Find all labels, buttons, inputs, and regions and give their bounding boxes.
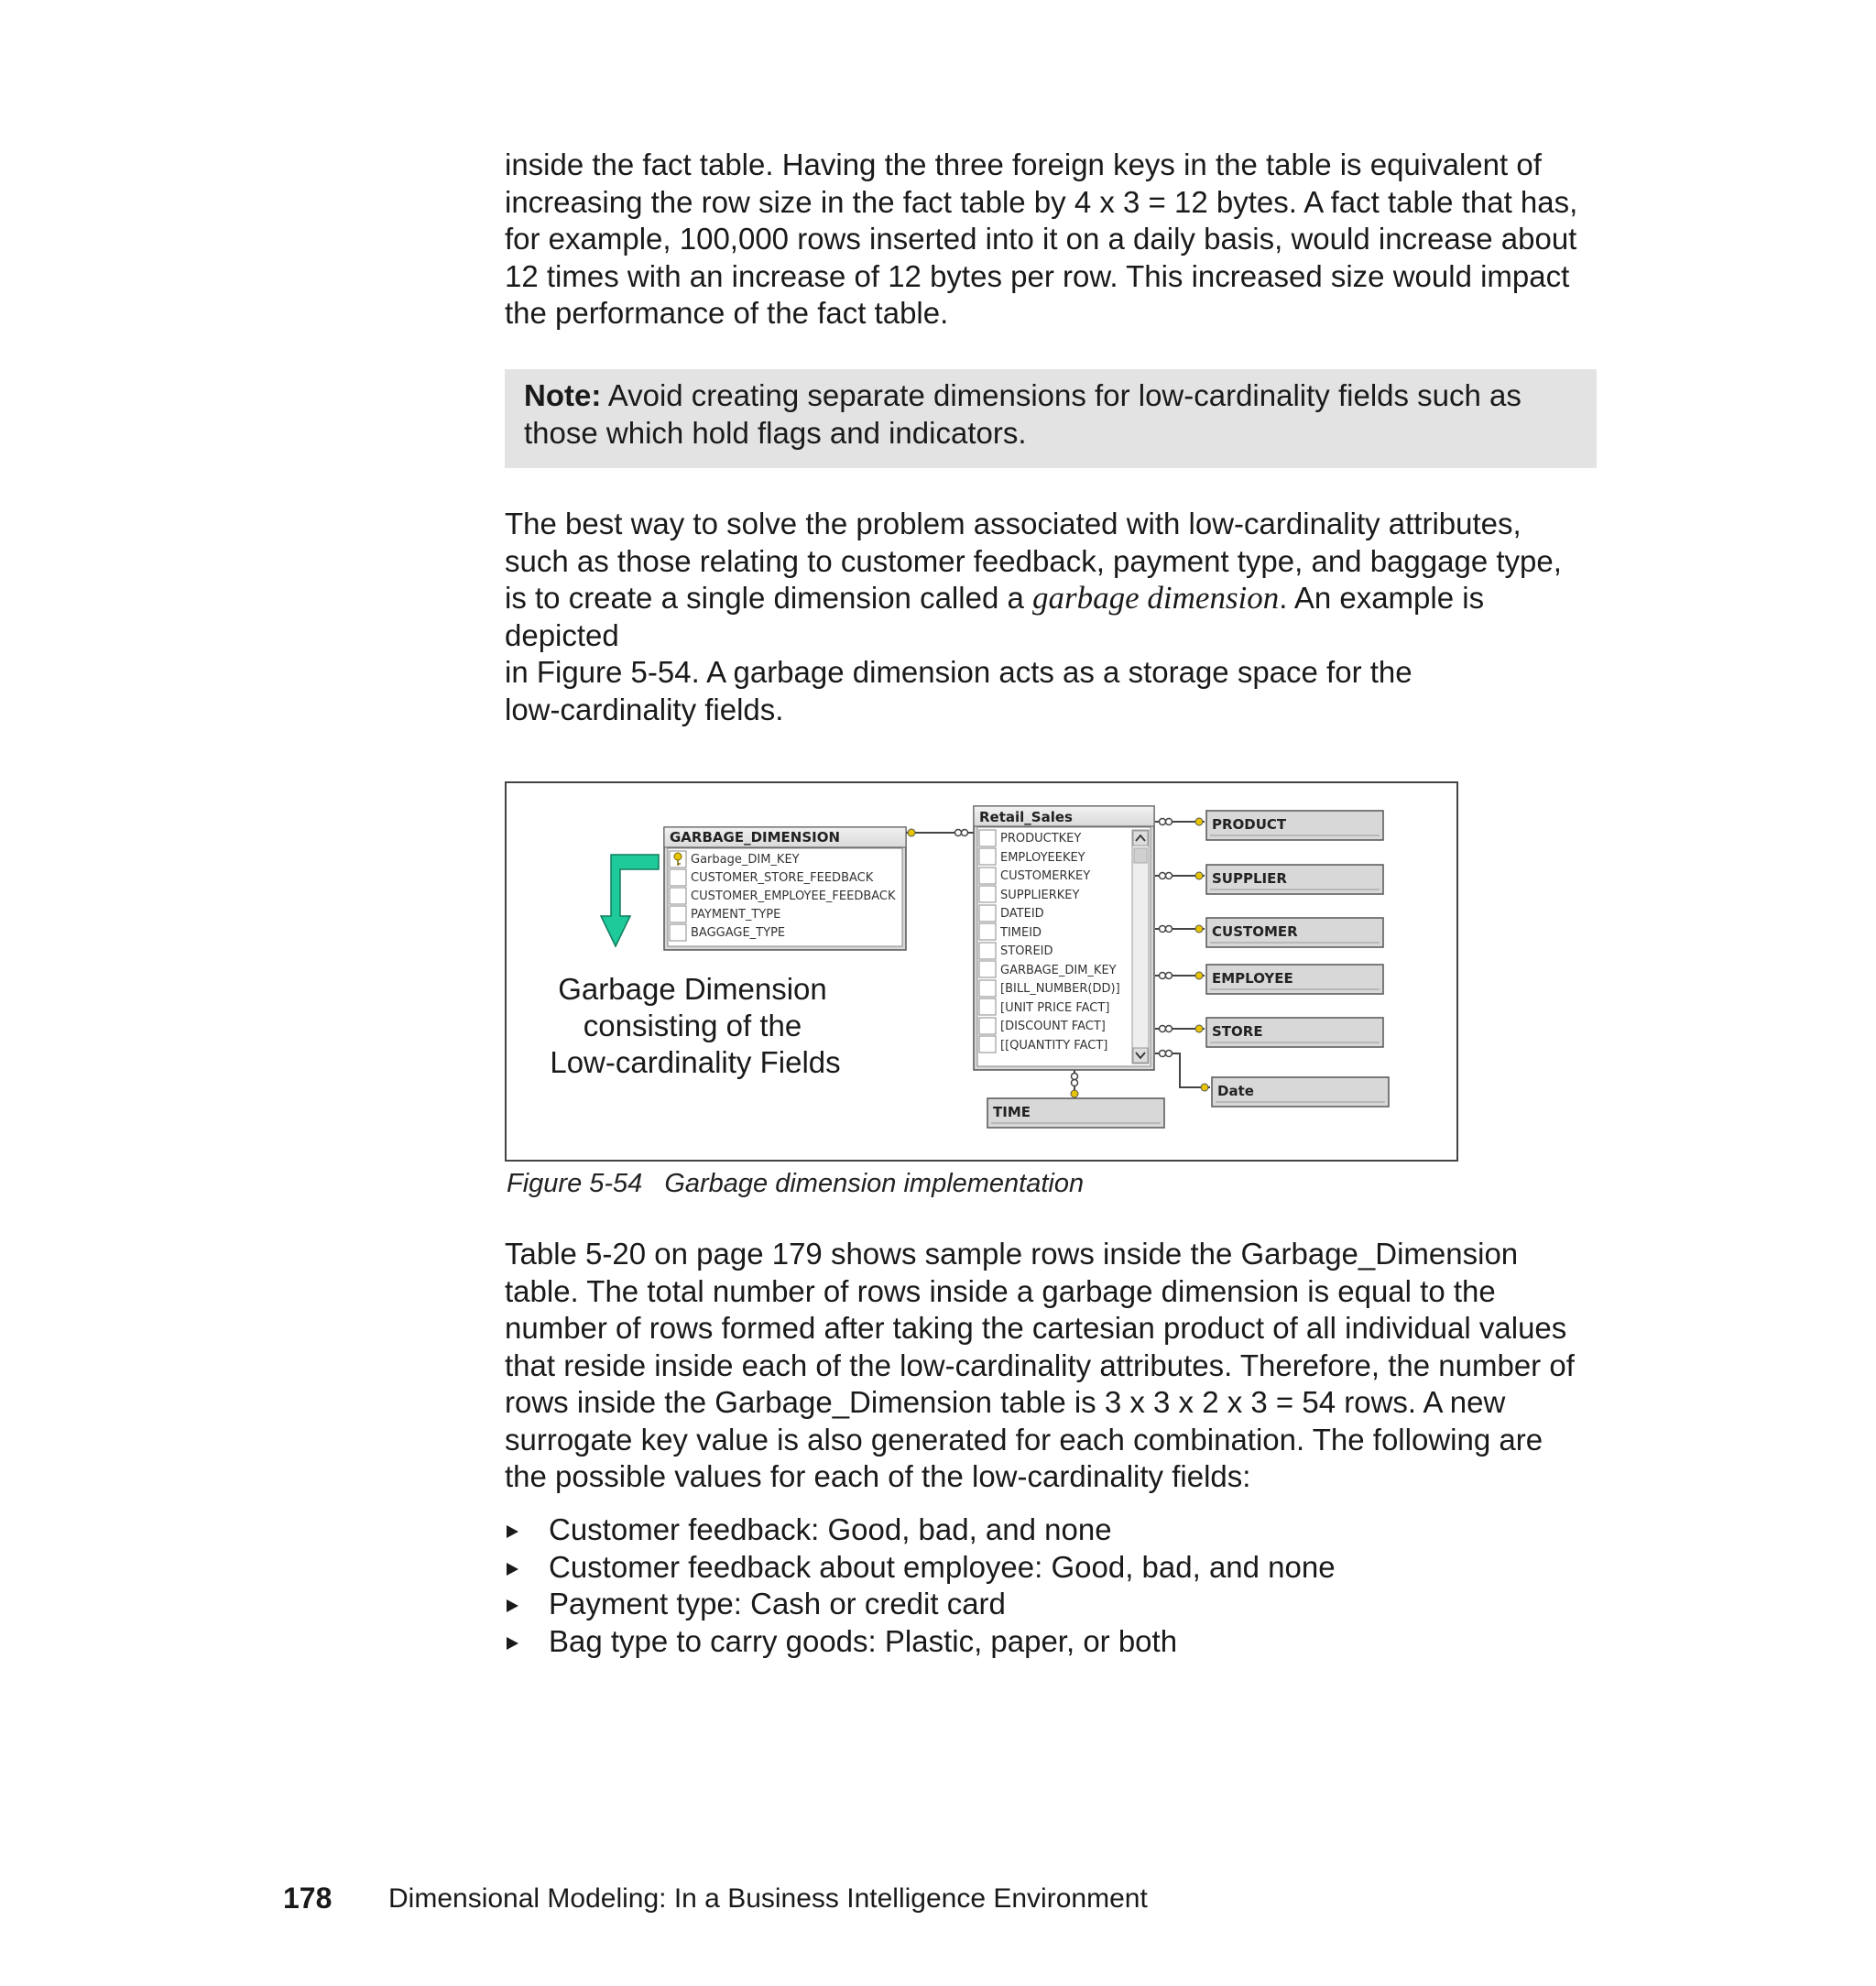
table-title: CUSTOMER	[1212, 923, 1298, 940]
dimension-table-date	[1212, 1077, 1389, 1107]
table-field: Garbage_DIM_KEY	[691, 853, 800, 867]
book-title: Dimensional Modeling: In a Business Intelligence Environment	[388, 1883, 1148, 1914]
table-field: STOREID	[1000, 944, 1053, 958]
figure-label-line: Low-cardinality Fields	[550, 1045, 841, 1079]
many-end-icon	[1166, 973, 1172, 979]
list-item-text: Customer feedback about employee: Good, bad, and none	[549, 1549, 1336, 1584]
text-line: The best way to solve the problem associated with low-cardinality attributes,	[505, 507, 1522, 540]
note-text-line: those which hold flags and indicators.	[524, 415, 1027, 450]
dimension-table-customer	[1206, 918, 1383, 947]
many-end-icon	[1166, 819, 1172, 825]
text-line: rows inside the Garbage_Dimension table is 3 x 3 x 2 x 3 = 54 rows. A new	[505, 1385, 1506, 1419]
schema-diagram	[507, 783, 1460, 1163]
dimension-table-store	[1206, 1018, 1383, 1047]
many-end-icon	[1160, 819, 1166, 825]
garbage-dimension-table	[664, 827, 906, 950]
bullet-triangle-icon	[507, 1525, 518, 1538]
caption-title: Garbage dimension implementation	[664, 1169, 1085, 1198]
table-field: CUSTOMER_EMPLOYEE_FEEDBACK	[691, 889, 896, 903]
many-end-icon	[1160, 1051, 1166, 1057]
down-arrow-icon	[601, 855, 659, 946]
list-item	[505, 1549, 1336, 1587]
figure-label-line: consisting of the	[583, 1009, 802, 1042]
table-title: Date	[1217, 1083, 1254, 1099]
dimension-table-supplier	[1206, 865, 1383, 894]
table-title: SUPPLIER	[1212, 870, 1287, 887]
many-end-icon	[1160, 873, 1166, 879]
list-item-text: Payment type: Cash or credit card	[549, 1587, 1006, 1620]
list-item	[505, 1511, 1336, 1549]
table-field: SUPPLIERKEY	[1000, 889, 1080, 902]
caption-number: Figure 5-54	[507, 1169, 643, 1198]
table-scrollbar[interactable]	[1132, 830, 1149, 1064]
text-line: such as those relating to customer feedback, payment type, and baggage type,	[505, 543, 1562, 578]
table-field: TIMEID	[1000, 926, 1042, 940]
note-text-line: Avoid creating separate dimensions for low-cardinality fields such as	[607, 378, 1522, 412]
table-field: PAYMENT_TYPE	[691, 908, 781, 922]
key-end-icon	[1195, 872, 1203, 879]
key-end-icon	[1195, 925, 1203, 933]
text-line: Table 5-20 on page 179 shows sample rows inside the Garbage_Dimension	[505, 1237, 1519, 1271]
bullet-triangle-icon	[507, 1563, 518, 1576]
text-line: surrogate key value is also generated for each combination. The following are	[505, 1422, 1543, 1457]
text-run: . An example is	[1279, 581, 1485, 615]
text-line: depicted	[505, 617, 619, 652]
text-line: low-cardinality fields.	[505, 692, 784, 726]
text-line: the possible values for each of the low-cardinality fields:	[505, 1459, 1251, 1493]
many-end-icon	[1166, 873, 1172, 879]
key-end-icon	[1195, 818, 1203, 825]
many-end-icon	[1166, 926, 1172, 933]
key-end-icon	[1195, 972, 1203, 979]
table-field: [UNIT PRICE FACT]	[1000, 1001, 1110, 1015]
figure-label-line: Garbage Dimension	[558, 972, 827, 1006]
table-field: [DISCOUNT FACT]	[1000, 1020, 1106, 1033]
emphasized-term: garbage dimension	[1032, 580, 1280, 616]
table-title: TIME	[993, 1104, 1031, 1120]
table-field: EMPLOYEEKEY	[1000, 851, 1085, 865]
dimension-table-product	[1206, 811, 1383, 840]
text-line: table. The total number of rows inside a garbage dimension is equal to the	[505, 1273, 1496, 1308]
table-field: BAGGAGE_TYPE	[691, 926, 786, 940]
bullet-triangle-icon	[507, 1637, 518, 1650]
many-end-icon	[1166, 1026, 1172, 1032]
page-footer	[283, 1882, 1148, 1915]
bullet-triangle-icon	[507, 1599, 518, 1612]
key-end-icon	[1195, 1025, 1203, 1032]
text-line: in Figure 5-54. A garbage dimension acts as a storage space for the	[505, 655, 1412, 689]
table-title: PRODUCT	[1212, 816, 1287, 833]
table-title: Retail_Sales	[979, 809, 1073, 825]
key-end-icon	[1201, 1084, 1208, 1091]
note-box	[505, 369, 1597, 468]
list-item	[505, 1623, 1336, 1661]
scroll-down-icon[interactable]	[1133, 1048, 1148, 1063]
text-line: number of rows formed after taking the cartesian product of all individual values	[505, 1311, 1567, 1345]
text-line	[505, 580, 1613, 617]
table-field: PRODUCTKEY	[1000, 832, 1082, 846]
text-line: that reside inside each of the low-cardinality attributes. Therefore, the number of	[505, 1348, 1575, 1382]
key-end-icon	[908, 829, 915, 836]
many-end-icon	[1166, 1051, 1172, 1057]
key-end-icon	[1071, 1090, 1078, 1097]
text-line: the performance of the fact table.	[505, 296, 949, 330]
text-line: for example, 100,000 rows inserted into it on a daily basis, would increase about	[505, 222, 1577, 256]
figure-5-54	[505, 781, 1458, 1162]
many-end-icon	[1160, 973, 1166, 979]
table-title: GARBAGE_DIMENSION	[670, 829, 841, 846]
intro-paragraph	[505, 147, 1613, 333]
dimension-table-employee	[1206, 965, 1383, 994]
dimension-table-time	[987, 1098, 1164, 1128]
table-title: STORE	[1212, 1023, 1263, 1040]
table-field: GARBAGE_DIM_KEY	[1000, 964, 1117, 977]
text-run: is to create a single dimension called a	[505, 581, 1032, 615]
list-item	[505, 1586, 1336, 1623]
table-field: [[QUANTITY FACT]	[1000, 1039, 1108, 1053]
many-end-icon	[1072, 1080, 1078, 1086]
many-end-icon	[1072, 1074, 1078, 1080]
scroll-up-icon[interactable]	[1133, 831, 1148, 846]
page-number: 178	[283, 1882, 333, 1915]
table-title: EMPLOYEE	[1212, 970, 1293, 987]
garbage-dimension-paragraph	[505, 506, 1613, 728]
table-field: CUSTOMERKEY	[1000, 869, 1091, 883]
list-item-text: Bag type to carry goods: Plastic, paper, or both	[549, 1623, 1178, 1658]
text-line: inside the fact table. Having the three foreign keys in the table is equivalent of	[505, 147, 1542, 181]
relationship-line	[1155, 1053, 1210, 1087]
many-end-icon	[1160, 926, 1166, 933]
table-field: DATEID	[1000, 907, 1044, 921]
text-line: 12 times with an increase of 12 bytes per row. This increased size would impact	[505, 258, 1570, 293]
many-end-icon	[955, 830, 962, 836]
row-count-paragraph	[505, 1236, 1613, 1496]
retail-sales-table	[974, 806, 1154, 1070]
table-field: CUSTOMER_STORE_FEEDBACK	[691, 871, 874, 885]
values-bullet-list	[505, 1511, 1336, 1660]
table-field: [BILL_NUMBER(DD)]	[1000, 982, 1120, 996]
list-item-text: Customer feedback: Good, bad, and none	[549, 1512, 1112, 1546]
scroll-thumb[interactable]	[1134, 848, 1147, 863]
figure-caption	[507, 1169, 1084, 1199]
many-end-icon	[1160, 1026, 1166, 1032]
many-end-icon	[962, 830, 968, 836]
note-label: Note:	[524, 378, 602, 412]
text-line: increasing the row size in the fact table by 4 x 3 = 12 bytes. A fact table that has,	[505, 184, 1578, 219]
